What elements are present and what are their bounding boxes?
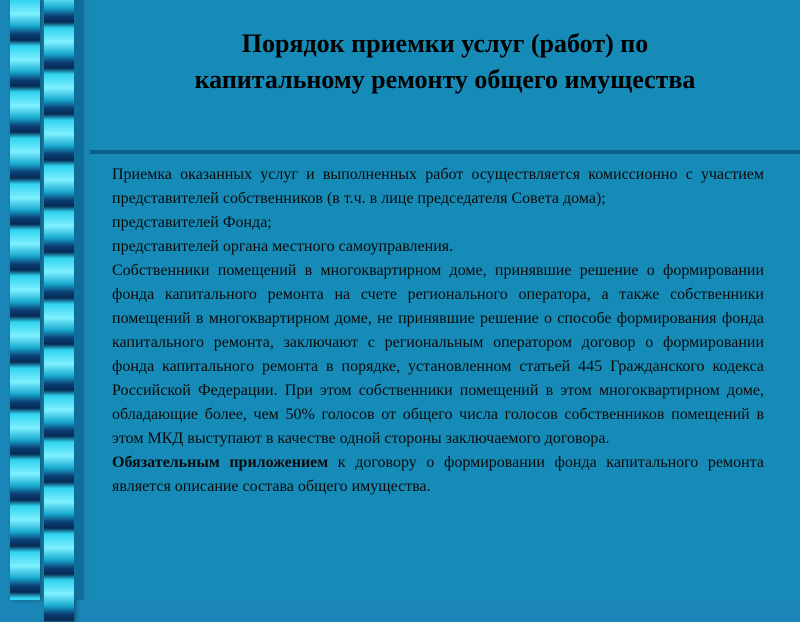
ribbon-strip — [10, 0, 40, 600]
body-text: к договору о формировании фонда капитального ремонта является описание состава общего имущества. — [112, 454, 764, 495]
body-paragraph — [112, 451, 764, 499]
slide-title — [90, 26, 800, 98]
title-line-2: капитальному ремонту общего имущества — [194, 65, 696, 94]
slide-body — [112, 163, 764, 499]
title-line-1: Порядок приемки услуг (работ) по — [241, 29, 649, 58]
emphasis-text: Обязательным приложением — [112, 454, 329, 471]
slide — [90, 0, 800, 600]
title-block — [90, 0, 800, 154]
ribbon-shadow — [74, 0, 84, 600]
body-paragraph: представителей Фонда; — [112, 214, 272, 231]
ribbon-strip — [44, 0, 74, 622]
body-paragraph: представителей органа местного самоуправления. — [112, 238, 454, 255]
body-paragraph: Собственники помещений в многоквартирном доме, принявшие решение о формировании фонда капитального ремонта на счете регионального оператора, а также собственники помещений в многоквартирном доме, не принявшие решение о способе формирования фонда капитального ремонта, заключают с региональным оператором договор о формировании фонда капитального ремонта в порядке, установленном статьей 445 Гражданского кодекса Российской Федерации. При этом собственники помещений в этом многоквартирном доме, обладающие более, чем 50% голосов от общего числа голосов собственников помещений в этом МКД выступают в качестве одной стороны заключаемого договора. — [112, 262, 764, 447]
body-paragraph: Приемка оказанных услуг и выполненных работ осуществляется комиссионно с участием представителей собственников (в т.ч. в лице председателя Совета дома); — [112, 166, 764, 207]
decorative-ribbon — [0, 0, 92, 600]
